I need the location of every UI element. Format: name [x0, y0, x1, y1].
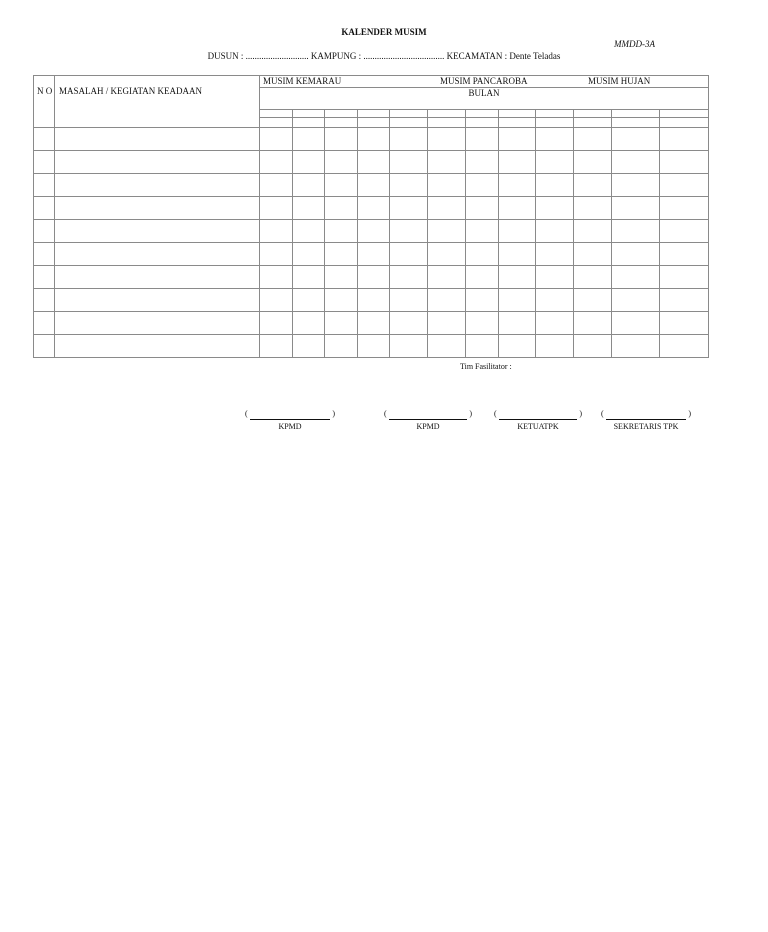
month-cell [660, 335, 709, 358]
month-cell [536, 118, 574, 128]
month-cell [466, 174, 499, 197]
month-header [260, 88, 709, 110]
month-cell [612, 151, 660, 174]
month-cell [293, 220, 325, 243]
month-cell [536, 151, 574, 174]
season-hujan: MUSIM HUJAN [588, 76, 651, 86]
signature-open-paren: ( [494, 409, 497, 418]
month-cell [499, 151, 536, 174]
month-cell [574, 220, 612, 243]
task-cell [55, 289, 260, 312]
form-code: MMDD-3A [614, 39, 655, 49]
signature-line [606, 419, 686, 420]
month-cell [358, 174, 390, 197]
table-row [34, 312, 709, 335]
signature-role: KETUATPK [517, 422, 559, 431]
month-cell [428, 197, 466, 220]
month-cell [660, 174, 709, 197]
task-cell [55, 243, 260, 266]
month-cell [260, 151, 293, 174]
location-line: DUSUN : ............................ KAMPUNG : .................................... KECAMATAN : Dente Teladas [207, 51, 561, 61]
table-row [34, 151, 709, 174]
signature-close-paren: ) [332, 409, 335, 418]
month-cell [390, 243, 428, 266]
month-cell [536, 110, 574, 118]
row-number-cell [34, 220, 55, 243]
season-kemarau: MUSIM KEMARAU [263, 76, 342, 86]
row-number-cell [34, 151, 55, 174]
month-cell [612, 220, 660, 243]
row-number-cell [34, 243, 55, 266]
month-cell [660, 220, 709, 243]
month-cell [325, 289, 358, 312]
no-header-label: N O [37, 86, 53, 96]
month-cell [499, 197, 536, 220]
month-cell [660, 110, 709, 118]
month-cell [574, 128, 612, 151]
month-cell [260, 243, 293, 266]
month-cell [325, 110, 358, 118]
month-cell [612, 128, 660, 151]
month-cell [574, 197, 612, 220]
month-cell [536, 289, 574, 312]
signature-role: KPMD [416, 422, 440, 431]
month-cell [390, 110, 428, 118]
month-cell [390, 220, 428, 243]
month-cell [499, 110, 536, 118]
form-title: KALENDER MUSIM [341, 27, 427, 37]
month-cell [574, 312, 612, 335]
month-cell [536, 335, 574, 358]
table-row [34, 220, 709, 243]
month-cell [612, 312, 660, 335]
month-cell [466, 197, 499, 220]
month-cell [293, 335, 325, 358]
task-cell [55, 128, 260, 151]
month-cell [325, 312, 358, 335]
month-cell [358, 220, 390, 243]
month-cell [428, 110, 466, 118]
task-cell [55, 151, 260, 174]
month-cell [293, 110, 325, 118]
month-cell [536, 266, 574, 289]
signature-kpmd-2 [384, 409, 472, 431]
month-cell [293, 151, 325, 174]
signature-line [389, 419, 467, 420]
month-header-label: BULAN [468, 88, 500, 98]
task-cell [55, 335, 260, 358]
task-header-label: MASALAH / KEGIATAN KEADAAN [59, 86, 203, 96]
month-cell [358, 110, 390, 118]
signature-close-paren: ) [688, 409, 691, 418]
table-row [34, 335, 709, 358]
month-cell [499, 174, 536, 197]
month-cell [536, 174, 574, 197]
month-cell [466, 312, 499, 335]
month-cell [466, 128, 499, 151]
month-cell [325, 151, 358, 174]
month-cell [499, 335, 536, 358]
month-cell [428, 243, 466, 266]
month-cell [293, 266, 325, 289]
row-number-cell [34, 128, 55, 151]
month-cell [428, 128, 466, 151]
month-cell [466, 118, 499, 128]
month-cell [574, 118, 612, 128]
month-cell [612, 243, 660, 266]
season-header [260, 76, 709, 88]
month-cell [358, 118, 390, 128]
task-cell [55, 197, 260, 220]
month-cell [536, 197, 574, 220]
month-cell [325, 243, 358, 266]
signature-open-paren: ( [384, 409, 387, 418]
signature-ketua-tpk [494, 409, 582, 431]
month-cell [499, 266, 536, 289]
header-row-seasons [34, 76, 709, 88]
month-cell [260, 335, 293, 358]
month-cell [428, 289, 466, 312]
month-cell [499, 220, 536, 243]
month-cell [612, 266, 660, 289]
signature-kpmd-1 [245, 409, 335, 431]
month-cell [293, 243, 325, 266]
month-cell [536, 312, 574, 335]
month-cell [260, 266, 293, 289]
month-cell [574, 243, 612, 266]
month-cell [390, 128, 428, 151]
month-cell [574, 151, 612, 174]
month-cell [612, 110, 660, 118]
month-cell [358, 289, 390, 312]
month-cell [428, 312, 466, 335]
month-cell [466, 220, 499, 243]
month-cell [466, 151, 499, 174]
table-row [34, 174, 709, 197]
month-cell [574, 174, 612, 197]
month-cell [358, 312, 390, 335]
month-cell [260, 312, 293, 335]
month-cell [499, 118, 536, 128]
month-cell [293, 197, 325, 220]
month-cell [428, 335, 466, 358]
month-cell [612, 289, 660, 312]
table-row [34, 197, 709, 220]
month-cell [358, 151, 390, 174]
signature-line [250, 419, 330, 420]
month-cell [390, 335, 428, 358]
month-cell [358, 266, 390, 289]
signature-open-paren: ( [245, 409, 248, 418]
month-cell [574, 289, 612, 312]
month-cell [325, 118, 358, 128]
month-cell [499, 289, 536, 312]
month-cell [499, 312, 536, 335]
row-number-cell [34, 266, 55, 289]
month-cell [660, 312, 709, 335]
row-number-cell [34, 174, 55, 197]
month-cell [612, 174, 660, 197]
table-row [34, 266, 709, 289]
month-cell [390, 312, 428, 335]
month-cell [260, 174, 293, 197]
month-cell [358, 335, 390, 358]
month-cell [660, 197, 709, 220]
month-cell [466, 335, 499, 358]
signature-role: SEKRETARIS TPK [613, 422, 679, 431]
task-cell [55, 174, 260, 197]
month-cell [428, 151, 466, 174]
month-cell [499, 128, 536, 151]
month-cell [428, 118, 466, 128]
task-header [55, 76, 260, 128]
signature-line [499, 419, 577, 420]
month-cell [428, 220, 466, 243]
month-cell [325, 128, 358, 151]
month-cell [612, 335, 660, 358]
month-cell [612, 118, 660, 128]
month-cell [660, 289, 709, 312]
month-cell [499, 243, 536, 266]
task-cell [55, 220, 260, 243]
month-cell [358, 197, 390, 220]
month-cell [428, 174, 466, 197]
month-cell [536, 243, 574, 266]
month-cell [325, 220, 358, 243]
month-cell [358, 128, 390, 151]
month-cell [293, 118, 325, 128]
table-row [34, 128, 709, 151]
month-cell [536, 220, 574, 243]
month-cell [660, 118, 709, 128]
month-cell [293, 128, 325, 151]
month-cell [660, 266, 709, 289]
facilitator-team-label: Tim Fasilitator : [460, 362, 512, 371]
no-header [34, 76, 55, 128]
month-cell [358, 243, 390, 266]
table-row [34, 289, 709, 312]
season-pancaroba: MUSIM PANCAROBA [440, 76, 528, 86]
signature-close-paren: ) [469, 409, 472, 418]
month-cell [325, 335, 358, 358]
month-cell [260, 128, 293, 151]
row-number-cell [34, 289, 55, 312]
month-cell [293, 312, 325, 335]
month-cell [660, 243, 709, 266]
month-cell [390, 266, 428, 289]
month-cell [293, 174, 325, 197]
month-cell [660, 128, 709, 151]
table-row [34, 243, 709, 266]
month-cell [660, 151, 709, 174]
month-cell [428, 266, 466, 289]
month-cell [390, 118, 428, 128]
month-cell [466, 243, 499, 266]
row-number-cell [34, 335, 55, 358]
month-cell [466, 289, 499, 312]
task-cell [55, 312, 260, 335]
month-cell [574, 110, 612, 118]
row-number-cell [34, 312, 55, 335]
month-cell [390, 151, 428, 174]
signature-open-paren: ( [601, 409, 604, 418]
month-cell [260, 197, 293, 220]
row-number-cell [34, 197, 55, 220]
month-cell [325, 266, 358, 289]
month-cell [466, 110, 499, 118]
seasonal-calendar-table [33, 75, 709, 358]
month-cell [574, 266, 612, 289]
month-cell [390, 174, 428, 197]
month-cell [260, 110, 293, 118]
month-cell [390, 197, 428, 220]
month-cell [293, 289, 325, 312]
month-cell [260, 220, 293, 243]
signature-sekretaris-tpk [601, 409, 691, 431]
task-cell [55, 266, 260, 289]
signature-role: KPMD [278, 422, 302, 431]
month-cell [325, 197, 358, 220]
month-cell [390, 289, 428, 312]
signature-close-paren: ) [579, 409, 582, 418]
month-cell [260, 118, 293, 128]
month-cell [536, 128, 574, 151]
month-cell [574, 335, 612, 358]
month-cell [325, 174, 358, 197]
month-cell [466, 266, 499, 289]
month-cell [612, 197, 660, 220]
month-cell [260, 289, 293, 312]
